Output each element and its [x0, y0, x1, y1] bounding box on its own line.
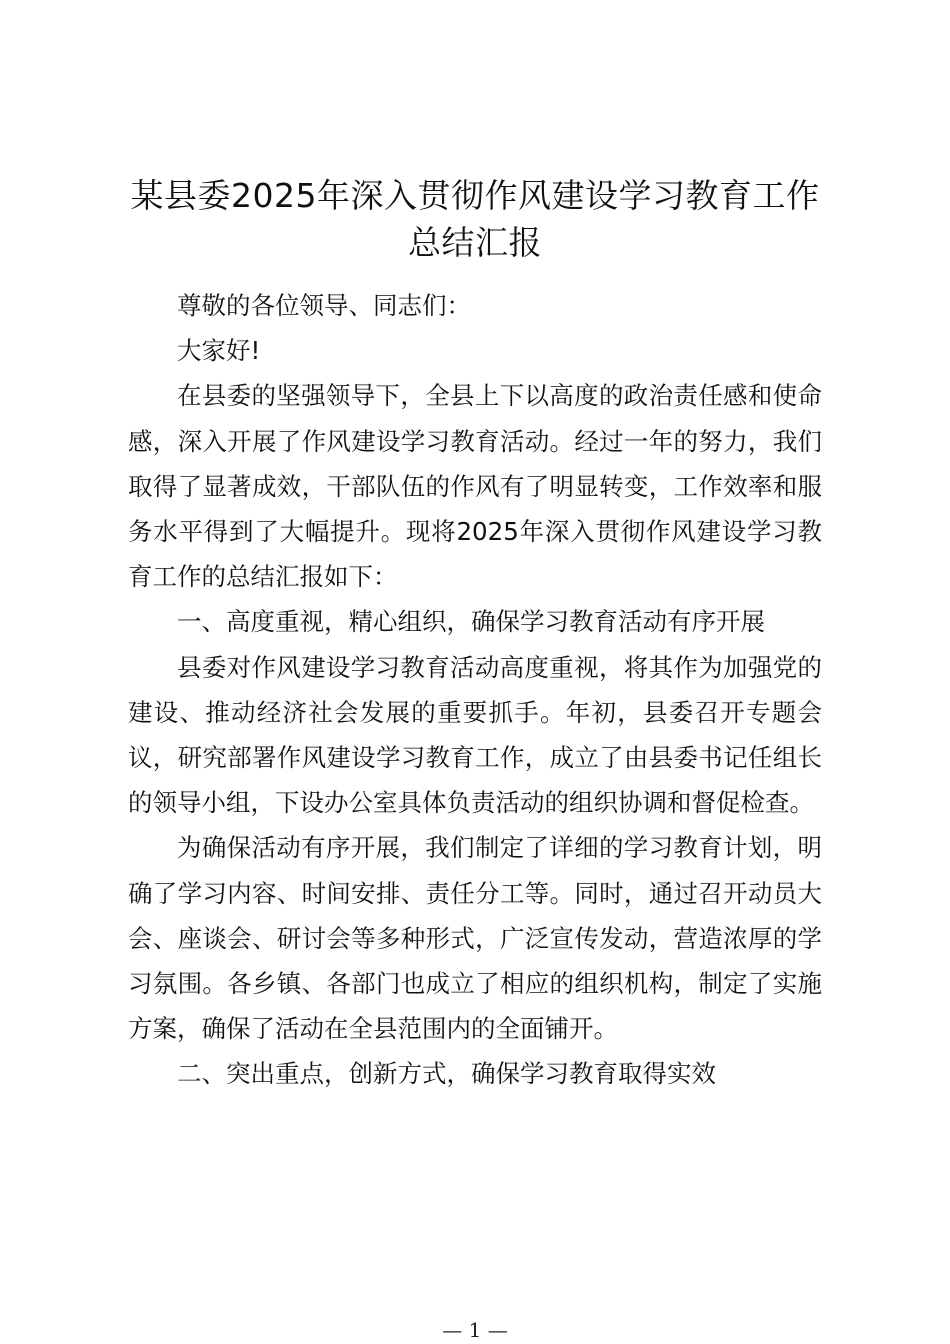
- body-paragraph: 为确保活动有序开展，我们制定了详细的学习教育计划，明确了学习内容、时间安排、责任分工等。同时，通过召开动员大会、座谈会、研讨会等多种形式，广泛宣传发动，营造浓厚的学习氛围。各乡镇、各部门也成立了相应的组织机构，制定了实施方案，确保了活动在全县范围内的全面铺开。: [128, 833, 822, 1044]
- page-number: — 1 —: [442, 1318, 508, 1342]
- salutation: 尊敬的各位领导、同志们：: [177, 291, 471, 320]
- section-heading-2: 二、突出重点，创新方式，确保学习教育取得实效: [177, 1059, 716, 1089]
- body-paragraph: 县委对作风建设学习教育活动高度重视，将其作为加强党的建设、推动经济社会发展的重要抓手。年初，县委召开专题会议，研究部署作风建设学习教育工作，成立了由县委书记任组长的领导小组，下设办公室具体负责活动的组织协调和督促检查。: [128, 652, 822, 818]
- document-title: 某县委2025年深入贯彻作风建设学习教育工作总结汇报: [130, 176, 820, 262]
- greeting: 大家好!: [177, 336, 261, 366]
- section-heading-1: 一、高度重视，精心组织，确保学习教育活动有序开展: [177, 607, 765, 637]
- intro-paragraph: 在县委的坚强领导下，全县上下以高度的政治责任感和使命感，深入开展了作风建设学习教育活动。经过一年的努力，我们取得了显著成效，干部队伍的作风有了明显转变，工作效率和服务水平得到了大幅提升。现将2025年深入贯彻作风建设学习教育工作的总结汇报如下：: [128, 381, 822, 592]
- document-body: [128, 283, 822, 1097]
